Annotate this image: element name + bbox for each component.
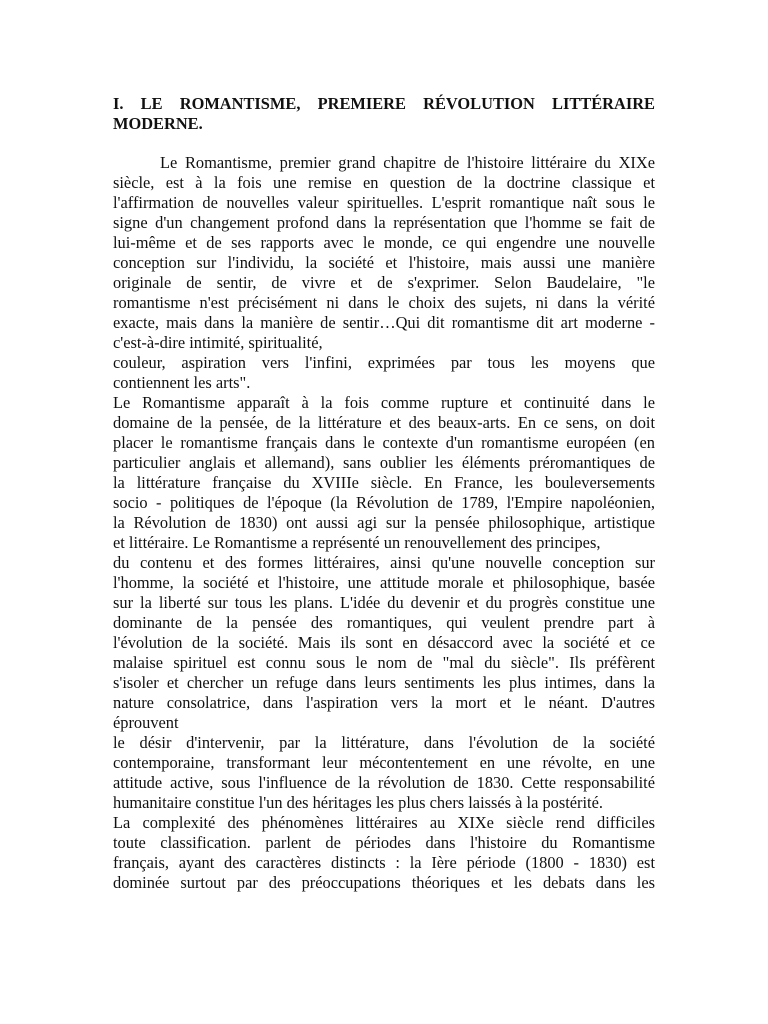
paragraph-line: et littéraire. Le Romantisme a représenté un renouvellement des principes, bbox=[113, 533, 601, 552]
paragraph-line: signe d'un changement profond dans la représentation que l'homme se fait de bbox=[113, 213, 655, 232]
paragraph-line: conception sur l'individu, la société et l'histoire, mais aussi une manière bbox=[113, 253, 655, 272]
paragraph-line: contemporaine, transformant leur mécontentement en une révolte, en une bbox=[113, 753, 655, 772]
paragraph-line: malaise spirituel est connu sous le nom de "mal du siècle". Ils préfèrent bbox=[113, 653, 655, 672]
paragraph-line: l'homme, la société et l'histoire, une attitude morale et philosophique, basée bbox=[113, 573, 655, 592]
paragraph-line: siècle, est à la fois une remise en question de la doctrine classique et bbox=[113, 173, 655, 192]
paragraph-line: l'évolution de la société. Mais ils sont en désaccord avec la société et ce bbox=[113, 633, 655, 652]
paragraph-line: nature consolatrice, dans l'aspiration vers la mort et le néant. D'autres bbox=[113, 693, 655, 712]
paragraph-line: le désir d'intervenir, par la littérature, dans l'évolution de la société bbox=[113, 733, 655, 752]
paragraph-line: Le Romantisme apparaît à la fois comme rupture et continuité dans le bbox=[113, 393, 655, 412]
paragraph-line: Le Romantisme, premier grand chapitre de l'histoire littéraire du XIXe bbox=[160, 153, 655, 172]
paragraph-line: humanitaire constitue l'un des héritages les plus chers laissés à la postérité. bbox=[113, 793, 603, 812]
paragraph-line: éprouvent bbox=[113, 713, 179, 732]
paragraph-line: français, ayant des caractères distincts : la Ière période (1800 - 1830) est bbox=[113, 853, 655, 872]
paragraph-line: romantisme n'est précisément ni dans le choix des sujets, ni dans la vérité bbox=[113, 293, 655, 312]
paragraph-line: l'affirmation de nouvelles valeur spirituelles. L'esprit romantique naît sous le bbox=[113, 193, 655, 212]
paragraph-line: du contenu et des formes littéraires, ainsi qu'une nouvelle conception sur bbox=[113, 553, 655, 572]
paragraph-line: lui-même et de ses rapports avec le monde, ce qui engendre une nouvelle bbox=[113, 233, 655, 252]
paragraph-line: s'isoler et chercher un refuge dans leurs sentiments les plus intimes, dans la bbox=[113, 673, 655, 692]
paragraph-line: la littérature française du XVIIIe siècle. En France, les bouleversements bbox=[113, 473, 655, 492]
paragraph-line: la Révolution de 1830) ont aussi agi sur la pensée philosophique, artistique bbox=[113, 513, 655, 532]
paragraph-line: exacte, mais dans la manière de sentir…Qui dit romantisme dit art moderne - bbox=[113, 313, 655, 332]
paragraph-line: dominante de la pensée des romantiques, qui veulent prendre part à bbox=[113, 613, 655, 632]
section-title-line-1: I. LE ROMANTISME, PREMIERE RÉVOLUTION LITTÉRAIRE bbox=[113, 94, 655, 113]
paragraph-line: dominée surtout par des préoccupations théoriques et les debats dans les bbox=[113, 873, 655, 892]
paragraph-line: originale de sentir, de vivre et de s'exprimer. Selon Baudelaire, "le bbox=[113, 273, 655, 292]
paragraph-line: contiennent les arts". bbox=[113, 373, 251, 392]
section-title-line-2: MODERNE. bbox=[113, 114, 203, 133]
paragraph-line: socio - politiques de l'époque (la Révolution de 1789, l'Empire napoléonien, bbox=[113, 493, 655, 512]
paragraph-line: attitude active, sous l'influence de la révolution de 1830. Cette responsabilité bbox=[113, 773, 655, 792]
paragraph-line: sur la liberté sur tous les plans. L'idée du devenir et du progrès constitue une bbox=[113, 593, 655, 612]
paragraph-line: particulier anglais et allemand), sans oublier les éléments préromantiques de bbox=[113, 453, 655, 472]
paragraph-line: placer le romantisme français dans le contexte d'un romantisme européen (en bbox=[113, 433, 655, 452]
paragraph-line: couleur, aspiration vers l'infini, exprimées par tous les moyens que bbox=[113, 353, 655, 372]
paragraph-line: c'est-à-dire intimité, spiritualité, bbox=[113, 333, 323, 352]
paragraph-line: toute classification. parlent de périodes dans l'histoire du Romantisme bbox=[113, 833, 655, 852]
paragraph-line: La complexité des phénomènes littéraires au XIXe siècle rend difficiles bbox=[113, 813, 655, 832]
paragraph-line: domaine de la pensée, de la littérature et des beaux-arts. En ce sens, on doit bbox=[113, 413, 655, 432]
